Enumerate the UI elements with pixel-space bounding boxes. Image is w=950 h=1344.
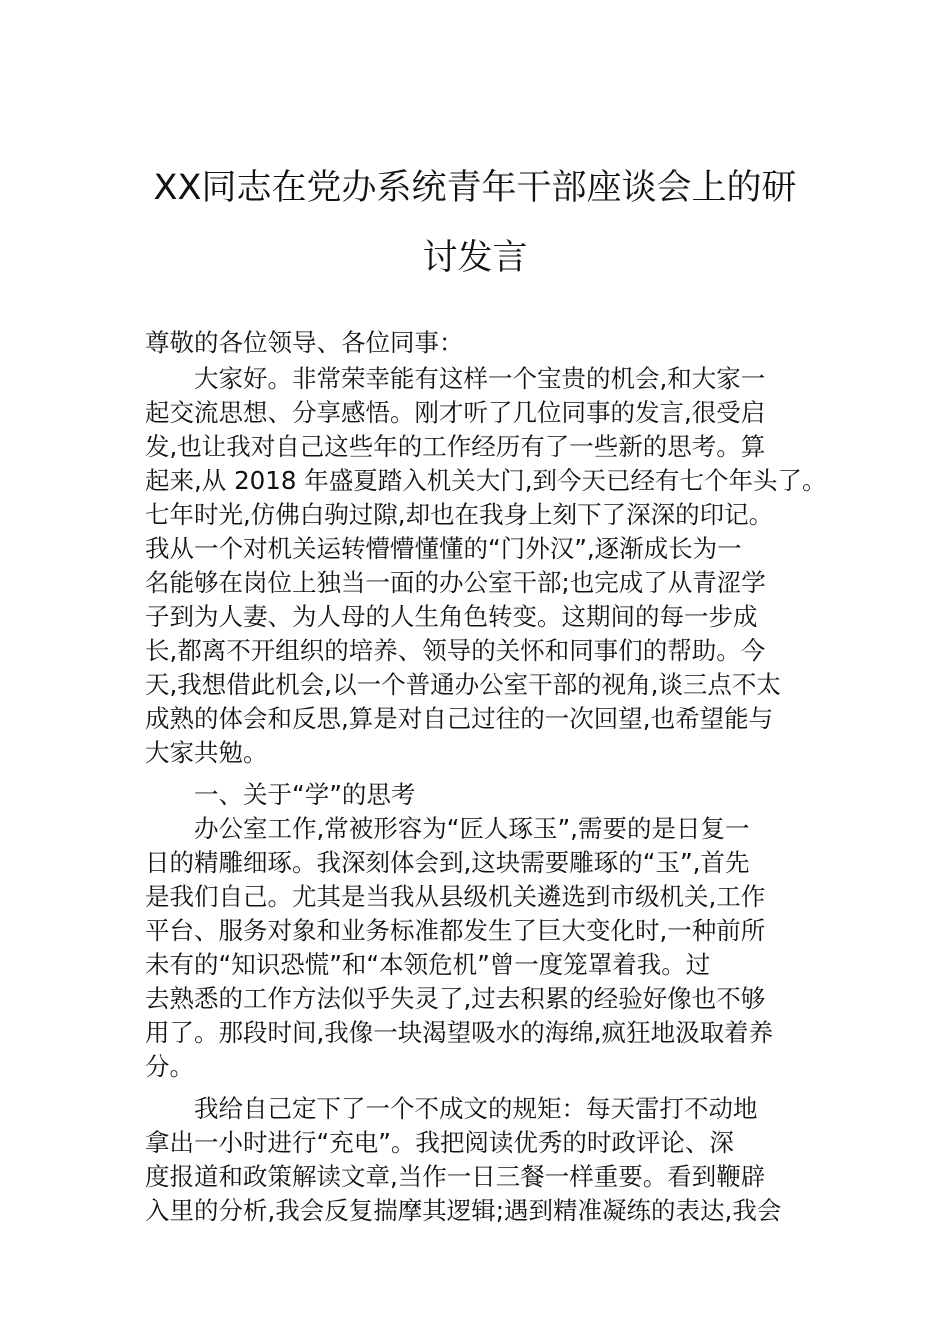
body-line: 大家共勉。 [145, 738, 268, 767]
body-line: 分。 [145, 1052, 194, 1081]
body-line: 我给自己定下了一个不成文的规矩：每天雷打不动地 [194, 1094, 758, 1123]
section-heading: 一、关于“学”的思考 [194, 780, 416, 809]
document-title-line-1: XX同志在党办系统青年干部座谈会上的研 [153, 168, 797, 208]
body-line: 平台、服务对象和业务标准都发生了巨大变化时,一种前所 [145, 916, 766, 945]
body-line: 名能够在岗位上独当一面的办公室干部;也完成了从青涩学 [145, 568, 766, 597]
body-line: 入里的分析,我会反复揣摩其逻辑;遇到精准凝练的表达,我会 [145, 1196, 782, 1225]
body-line: 拿出一小时进行“充电”。我把阅读优秀的时政评论、深 [145, 1128, 734, 1157]
body-line: 大家好。非常荣幸能有这样一个宝贵的机会,和大家一 [194, 364, 766, 393]
body-line: 去熟悉的工作方法似乎失灵了,过去积累的经验好像也不够 [145, 984, 766, 1013]
body-line: 长,都离不开组织的培养、领导的关怀和同事们的帮助。今 [145, 636, 766, 665]
body-line: 天,我想借此机会,以一个普通办公室干部的视角,谈三点不太 [145, 670, 781, 699]
body-line: 是我们自己。尤其是当我从县级机关遴选到市级机关,工作 [145, 882, 766, 911]
body-line: 办公室工作,常被形容为“匠人琢玉”,需要的是日复一 [194, 814, 750, 843]
body-line: 用了。那段时间,我像一块渴望吸水的海绵,疯狂地汲取着养 [145, 1018, 774, 1047]
body-line: 度报道和政策解读文章,当作一日三餐一样重要。看到鞭辟 [145, 1162, 766, 1191]
salutation: 尊敬的各位领导、各位同事： [145, 328, 464, 357]
body-line: 日的精雕细琢。我深刻体会到,这块需要雕琢的“玉”,首先 [145, 848, 750, 877]
body-line: 起来,从 2018 年盛夏踏入机关大门,到今天已经有七个年头了。 [145, 466, 827, 495]
body-line: 起交流思想、分享感悟。刚才听了几位同事的发言,很受启 [145, 398, 766, 427]
body-line: 成熟的体会和反思,算是对自己过往的一次回望,也希望能与 [145, 704, 774, 733]
body-line: 发,也让我对自己这些年的工作经历有了一些新的思考。算 [145, 432, 766, 461]
body-line: 子到为人妻、为人母的人生角色转变。这期间的每一步成 [145, 602, 758, 631]
document-title-line-2: 讨发言 [422, 238, 528, 278]
body-line: 七年时光,仿佛白驹过隙,却也在我身上刻下了深深的印记。 [145, 500, 774, 529]
body-line: 未有的“知识恐慌”和“本领危机”曾一度笼罩着我。过 [145, 950, 711, 979]
body-line: 我从一个对机关运转懵懵懂懂的“门外汉”,逐渐成长为一 [145, 534, 742, 563]
